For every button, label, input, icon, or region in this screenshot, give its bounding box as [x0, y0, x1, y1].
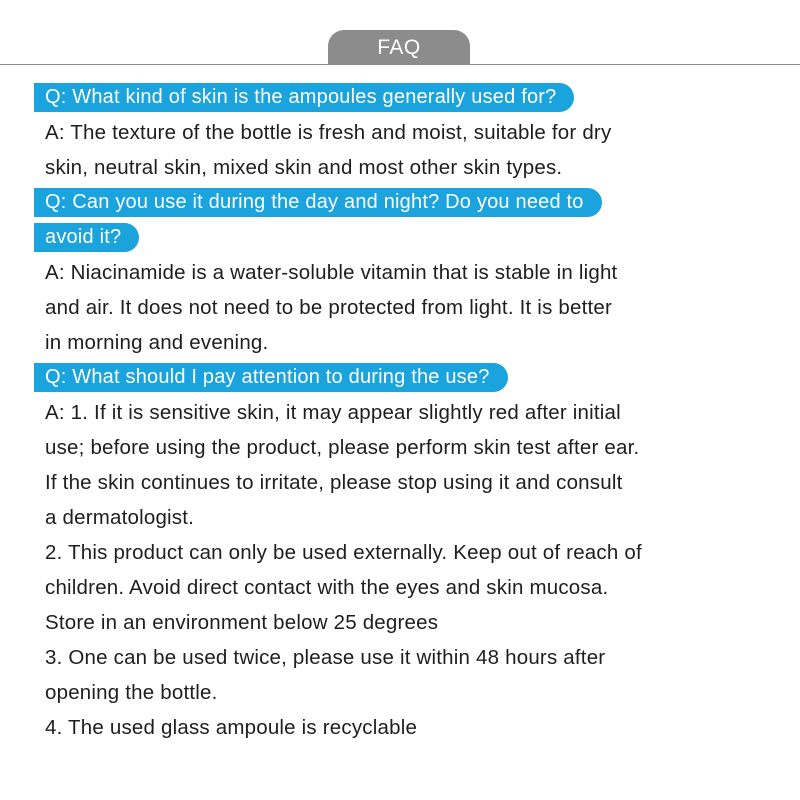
question-1-line-1: Q: What kind of skin is the ampoules generally used for?	[34, 83, 574, 112]
answer-2-line-1: A: Niacinamide is a water-soluble vitamin that is stable in light	[45, 261, 618, 284]
answer-3-line-1: A: 1. If it is sensitive skin, it may appear slightly red after initial	[45, 401, 621, 424]
question-3-line-1: Q: What should I pay attention to during the use?	[34, 363, 508, 392]
question-3	[0, 360, 800, 395]
answer-3-line-6: children. Avoid direct contact with the eyes and skin mucosa.	[45, 576, 609, 599]
answer-3-line-9: opening the bottle.	[45, 681, 218, 704]
question-2-continued	[0, 220, 800, 255]
answer-3-line-10: 4. The used glass ampoule is recyclable	[45, 716, 418, 739]
answer-3-line-4: a dermatologist.	[45, 506, 195, 529]
answer-3-line-8: 3. One can be used twice, please use it within 48 hours after	[45, 646, 606, 669]
faq-content	[0, 80, 800, 745]
answer-3-line-7: Store in an environment below 25 degrees	[45, 611, 439, 634]
answer-3-line-5: 2. This product can only be used externally. Keep out of reach of	[45, 541, 642, 564]
question-2-line-2: avoid it?	[34, 223, 139, 252]
question-1	[0, 80, 800, 115]
answer-3-line-2: use; before using the product, please perform skin test after ear.	[45, 436, 640, 459]
answer-1-line-2: skin, neutral skin, mixed skin and most other skin types.	[45, 156, 563, 179]
faq-title-tab: FAQ	[328, 30, 470, 65]
question-2	[0, 185, 800, 220]
answer-2-line-2: and air. It does not need to be protected from light. It is better	[45, 296, 613, 319]
answer-3-line-3: If the skin continues to irritate, please stop using it and consult	[45, 471, 623, 494]
question-2-line-1: Q: Can you use it during the day and night? Do you need to	[34, 188, 602, 217]
faq-header	[0, 0, 800, 70]
answer-1-line-1: A: The texture of the bottle is fresh and moist, suitable for dry	[45, 121, 612, 144]
answer-2-line-3: in morning and evening.	[45, 331, 269, 354]
